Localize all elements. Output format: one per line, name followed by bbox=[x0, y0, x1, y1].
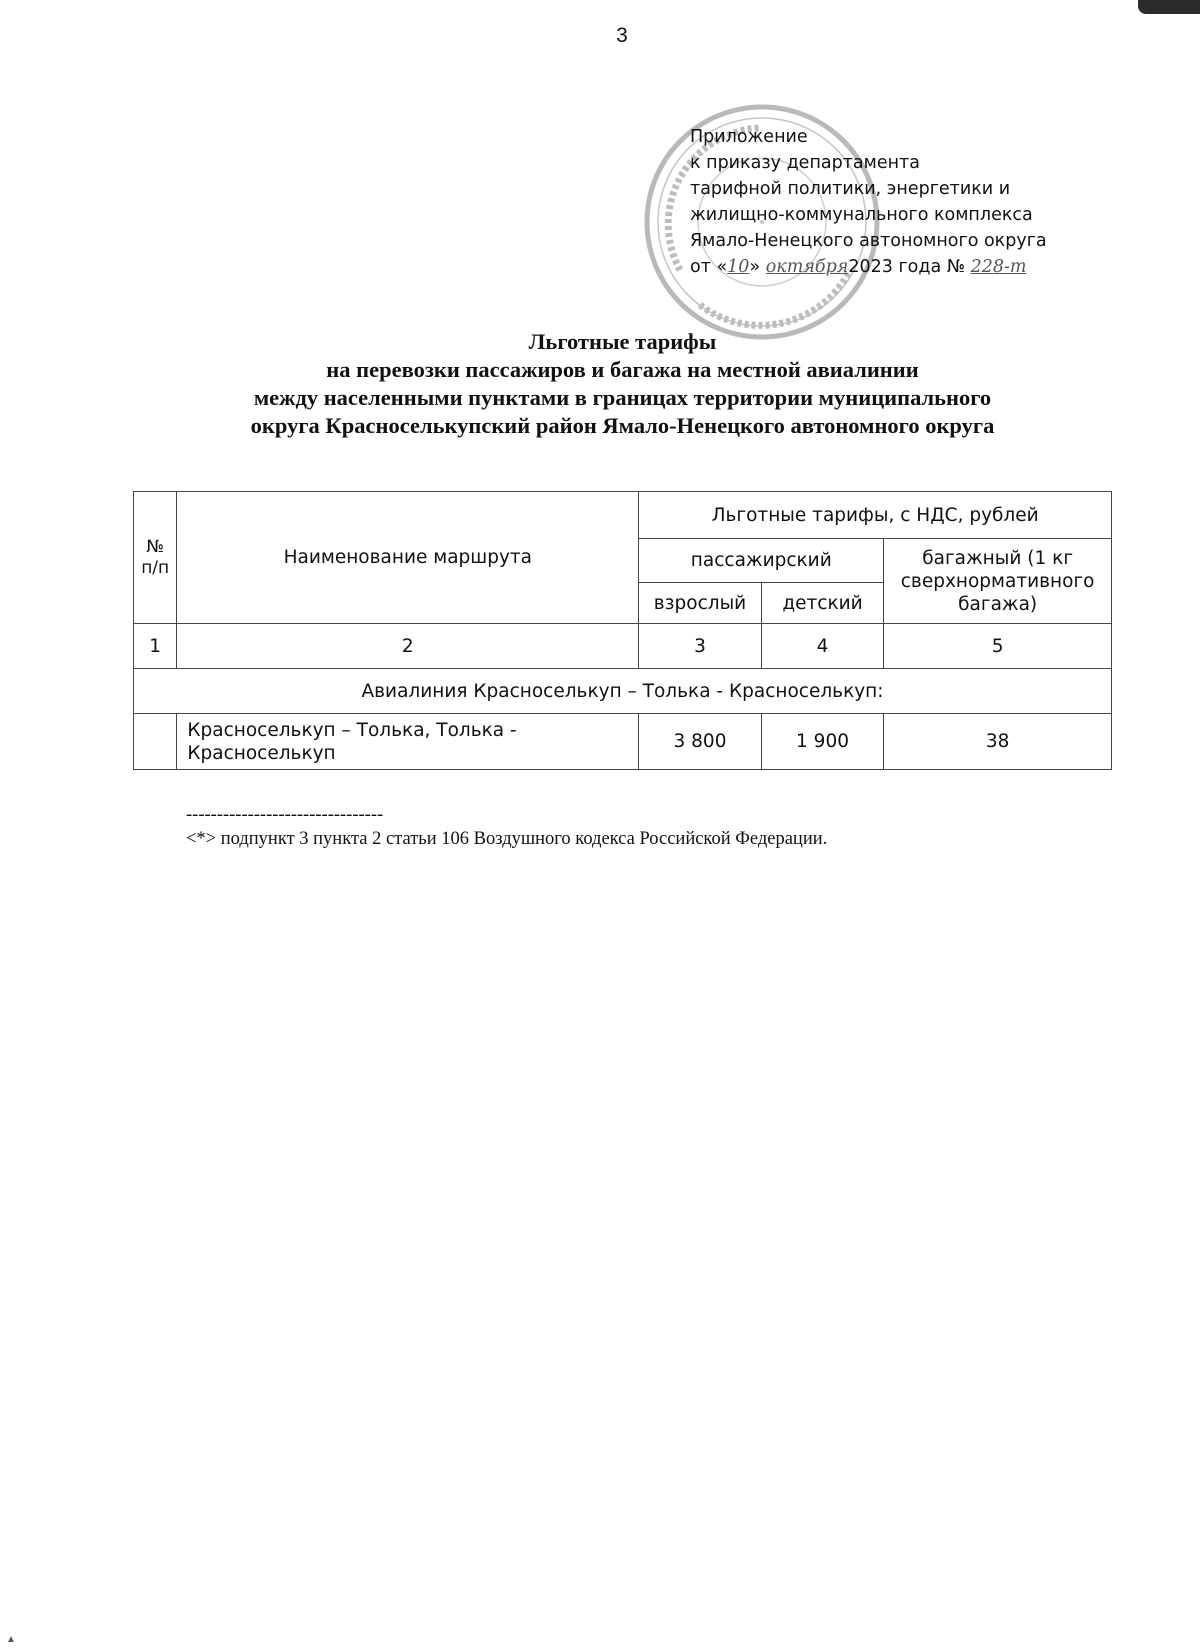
column-number: 1 bbox=[134, 624, 177, 669]
route-name: Красноселькуп – Толька, Толька - Красноселькуп bbox=[177, 714, 639, 770]
header-child: детский bbox=[761, 583, 884, 624]
table-header-row bbox=[134, 492, 1112, 539]
title-line: Льготные тарифы bbox=[528, 329, 717, 354]
handwritten-order-number: 228-т bbox=[970, 257, 1027, 277]
appendix-line: к приказу департамента bbox=[690, 153, 920, 173]
header-adult: взрослый bbox=[639, 583, 762, 624]
appendix-line: Приложение bbox=[690, 127, 808, 147]
footnote-text: <*> подпункт 3 пункта 2 статьи 106 Воздушного кодекса Российской Федерации. bbox=[186, 829, 828, 849]
date-year: 2023 года № bbox=[848, 257, 965, 277]
date-prefix: от « bbox=[690, 257, 728, 277]
baggage-fare: 38 bbox=[884, 714, 1112, 770]
footnote bbox=[186, 803, 827, 851]
section-title: Авиалиния Красноселькуп – Толька - Красноселькуп: bbox=[134, 669, 1112, 714]
row-num bbox=[134, 714, 177, 770]
scan-corner-dot: ▲ bbox=[6, 1634, 16, 1645]
scan-corner-mark bbox=[1138, 0, 1200, 14]
table-row bbox=[134, 714, 1112, 770]
column-number: 5 bbox=[884, 624, 1112, 669]
document-title bbox=[130, 328, 1115, 440]
appendix-line: тарифной политики, энергетики и bbox=[690, 179, 1011, 199]
header-tariffs: Льготные тарифы, с НДС, рублей bbox=[639, 492, 1112, 539]
section-row bbox=[134, 669, 1112, 714]
header-baggage: багажный (1 кг сверхнормативного багажа) bbox=[884, 539, 1112, 624]
title-line: на перевозки пассажиров и багажа на местной авиалинии bbox=[326, 357, 919, 382]
page-number: 3 bbox=[616, 24, 628, 47]
footnote-separator: -------------------------------- bbox=[186, 805, 384, 825]
handwritten-day: 10 bbox=[727, 257, 750, 277]
tariffs-table bbox=[133, 491, 1112, 770]
header-passenger: пассажирский bbox=[639, 539, 884, 583]
date-mid: » bbox=[749, 257, 761, 277]
appendix-line: Ямало-Ненецкого автономного округа bbox=[690, 231, 1047, 251]
header-route: Наименование маршрута bbox=[177, 492, 639, 624]
column-number: 3 bbox=[639, 624, 762, 669]
column-number: 2 bbox=[177, 624, 639, 669]
handwritten-month: октября bbox=[765, 257, 849, 277]
child-fare: 1 900 bbox=[761, 714, 884, 770]
column-numbers-row bbox=[134, 624, 1112, 669]
order-date-line bbox=[690, 254, 1150, 280]
title-line: округа Красноселькупский район Ямало-Ненецкого автономного округа bbox=[250, 413, 995, 438]
column-number: 4 bbox=[761, 624, 884, 669]
appendix-line: жилищно-коммунального комплекса bbox=[690, 205, 1033, 225]
adult-fare: 3 800 bbox=[639, 714, 762, 770]
header-num: № п/п bbox=[134, 492, 177, 624]
title-line: между населенными пунктами в границах территории муниципального bbox=[253, 385, 992, 410]
appendix-header bbox=[690, 124, 1150, 280]
